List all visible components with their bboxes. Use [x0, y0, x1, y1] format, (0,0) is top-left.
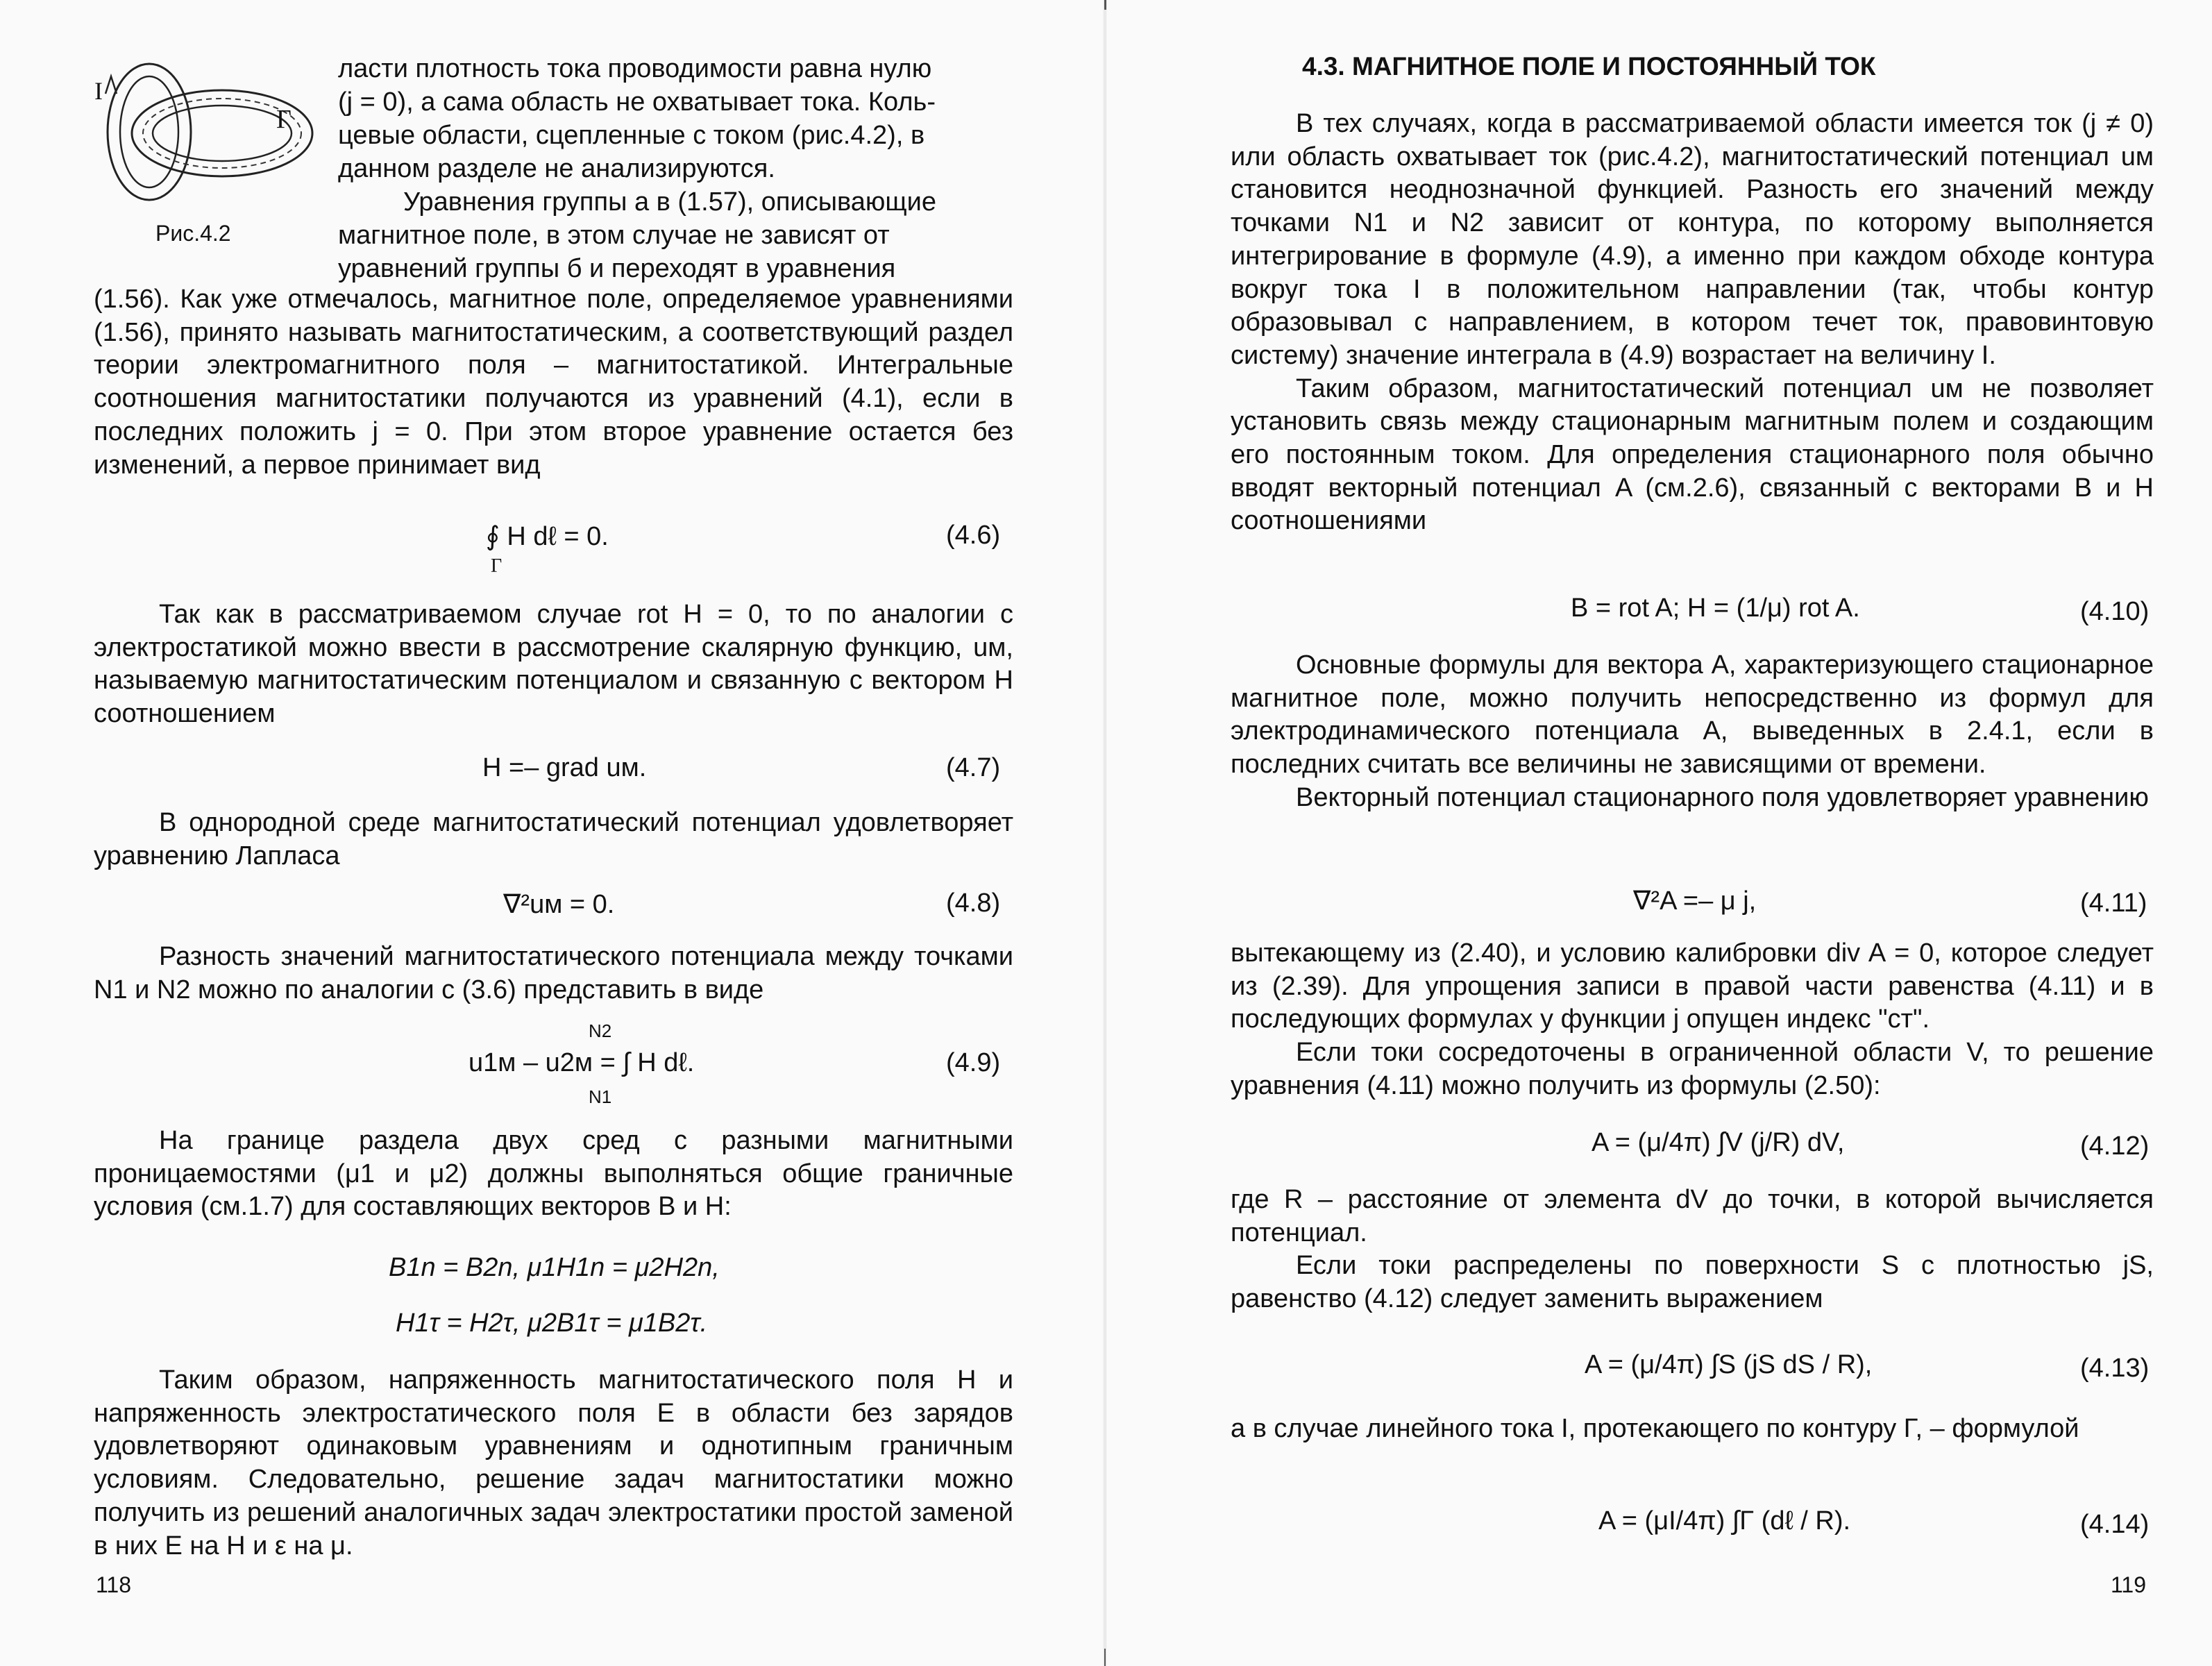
figure-label-current: I — [94, 77, 103, 105]
equation-number: (4.12) — [2080, 1131, 2150, 1161]
equation-4-11: ∇²A =– μ j, — [1633, 886, 1757, 916]
equation-number: (4.9) — [946, 1048, 1001, 1077]
equation-number: (4.6) — [946, 521, 1001, 550]
equation-number: (4.10) — [2080, 597, 2150, 626]
page-number: 118 — [96, 1572, 132, 1597]
page-119 — [1106, 0, 2212, 1666]
equation-4-10: B = rot A; H = (1/μ) rot A. — [1571, 594, 1860, 623]
equation-4-14: A = (μI/4π) ∫Γ (dℓ / R). — [1598, 1506, 1851, 1535]
paragraph: вытекающему из (2.40), и условию калибровки div A = 0, которое следует из (2.39). Для упрощения записи в правой части равенства (4.11) и в последующих формулах у функции j опущен индекс "ст". Если токи сосредоточены в ограниченной области V, то решение уравнения (4.11) можно получить из формулы (2.50): — [1231, 939, 2154, 1100]
paragraph: Разность значений магнитостатического потенциала между точками N1 и N2 можно по аналогии с (3.6) представить в виде — [94, 942, 1013, 1004]
equation-number: (4.13) — [2080, 1354, 2150, 1383]
paragraph: В тех случаях, когда в рассматриваемой области имеется ток (j ≠ 0) или область охватывает ток (рис.4.2), магнитостатический потенциал uм становится неоднозначной функцией. Разность его значений между точками N1 и N2 зависит от контура, по которому выполняется интегрирование в формуле (4.9), а именно при каждом обходе контура вокруг тока I в положительном направлении (так, чтобы контур образовывал с направлением, в котором течет ток, правовинтовую систему) значение интеграла в (4.9) возрастает на величину I. Таким образом, магнитостатический потенциал uм не позволяет установить связь между стационарным магнитным полем и создающим его постоянным током. Для определения стационарного поля обычно вводят векторный потенциал A (см.2.6), связанный с векторами B и H соотношениями — [1231, 109, 2154, 536]
paragraph: Основные формулы для вектора A, характеризующего стационарное магнитное поле, можно получить непосредственно из формул для электродинамического потенциала A, выведенных в 2.4.1, если в последних считать все величины не зависящими от времени. Векторный потенциал стационарного поля удовлетворяет уравнению — [1231, 650, 2154, 812]
figure-caption: Рис.4.2 — [155, 221, 231, 246]
equation-4-9-lower-limit: N1 — [589, 1086, 612, 1107]
page-number: 119 — [2111, 1572, 2147, 1597]
text-line: (j = 0), а сама область не охватывает тока. Коль- — [338, 87, 936, 117]
equation-4-12: A = (μ/4π) ∫V (j/R) dV, — [1592, 1128, 1845, 1157]
paragraph: Так как в рассматриваемом случае rot H = 0, то по аналогии с электростатикой можно ввести в рассмотрение скалярную функцию, uм, называемую магнитостатическим потенциалом и связанную с вектором H соотношением — [94, 600, 1013, 729]
equation-4-6: ∮ H dℓ = 0. — [486, 522, 609, 551]
equation-4-6-subscript: Γ — [491, 555, 503, 577]
figure-label-contour: Γ — [276, 105, 292, 134]
text-line: ласти плотность тока проводимости равна нулю — [338, 54, 932, 83]
text-line: данном разделе не анализируются. — [338, 154, 775, 183]
paragraph: Таким образом, напряженность магнитостатического поля H и напряженность электростатического поля E в области без зарядов удовлетворяют одинаковым уравнениям и однотипным граничным условиям. Следовательно, решение задач магнитостатики можно получить из решений аналогичных задач электростатики простой заменой в них E на H и ε на μ. — [94, 1365, 1013, 1560]
paragraph: а в случае линейного тока I, протекающего по контуру Γ, – формулой — [1231, 1414, 2079, 1443]
paragraph: (1.56). Как уже отмечалось, магнитное поле, определяемое уравнениями (1.56), принято называть магнитостатическим, а соответствующий раздел теории электромагнитного поля – магнитостатикой. Интегральные соотношения магнитостатики получаются из уравнений (4.1), если в последних положить j = 0. При этом второе уравнение остается без изменений, а первое принимает вид — [94, 285, 1013, 480]
paragraph: В однородной среде магнитостатический потенциал удовлетворяет уравнению Лапласа — [94, 808, 1013, 870]
equation-number: (4.8) — [946, 889, 1001, 918]
text-line: магнитное поле, в этом случае не зависят от — [338, 221, 890, 250]
equation-4-13: A = (μ/4π) ∫S (jS dS / R), — [1585, 1350, 1873, 1379]
equation-number: (4.7) — [946, 753, 1001, 782]
section-heading: 4.3. МАГНИТНОЕ ПОЛЕ И ПОСТОЯННЫЙ ТОК — [1302, 52, 1876, 81]
paragraph: где R – расстояние от элемента dV до точки, в которой вычисляется потенциал. Если токи распределены по поверхности S с плотностью jS, равенство (4.12) следует заменить выражением — [1231, 1185, 2154, 1314]
equation-number: (4.14) — [2080, 1510, 2150, 1539]
equation-4-9: u1м – u2м = ∫ H dℓ. — [468, 1048, 695, 1077]
boundary-conditions-line-1: B1n = B2n, μ1H1n = μ2H2n, — [389, 1253, 720, 1282]
text-line: цевые области, сцепленные с током (рис.4.2), в — [338, 121, 925, 150]
text-line: Уравнения группы а в (1.57), описывающие — [403, 187, 937, 217]
equation-4-9-upper-limit: N2 — [589, 1020, 612, 1041]
boundary-conditions-line-2: H1τ = H2τ, μ2B1τ = μ1B2τ. — [396, 1309, 708, 1338]
wrapped-text — [338, 52, 1004, 285]
equation-4-8: ∇²uм = 0. — [503, 890, 615, 919]
text-line: уравнений группы б и переходят в уравнения — [338, 254, 896, 283]
paragraph: На границе раздела двух сред с разными магнитными проницаемостями (μ1 и μ2) должны выполняться общие граничные условия (см.1.7) для составляющих векторов B и H: — [94, 1126, 1013, 1222]
equation-number: (4.11) — [2080, 889, 2147, 918]
equation-4-7: H =– grad uм. — [482, 753, 647, 782]
